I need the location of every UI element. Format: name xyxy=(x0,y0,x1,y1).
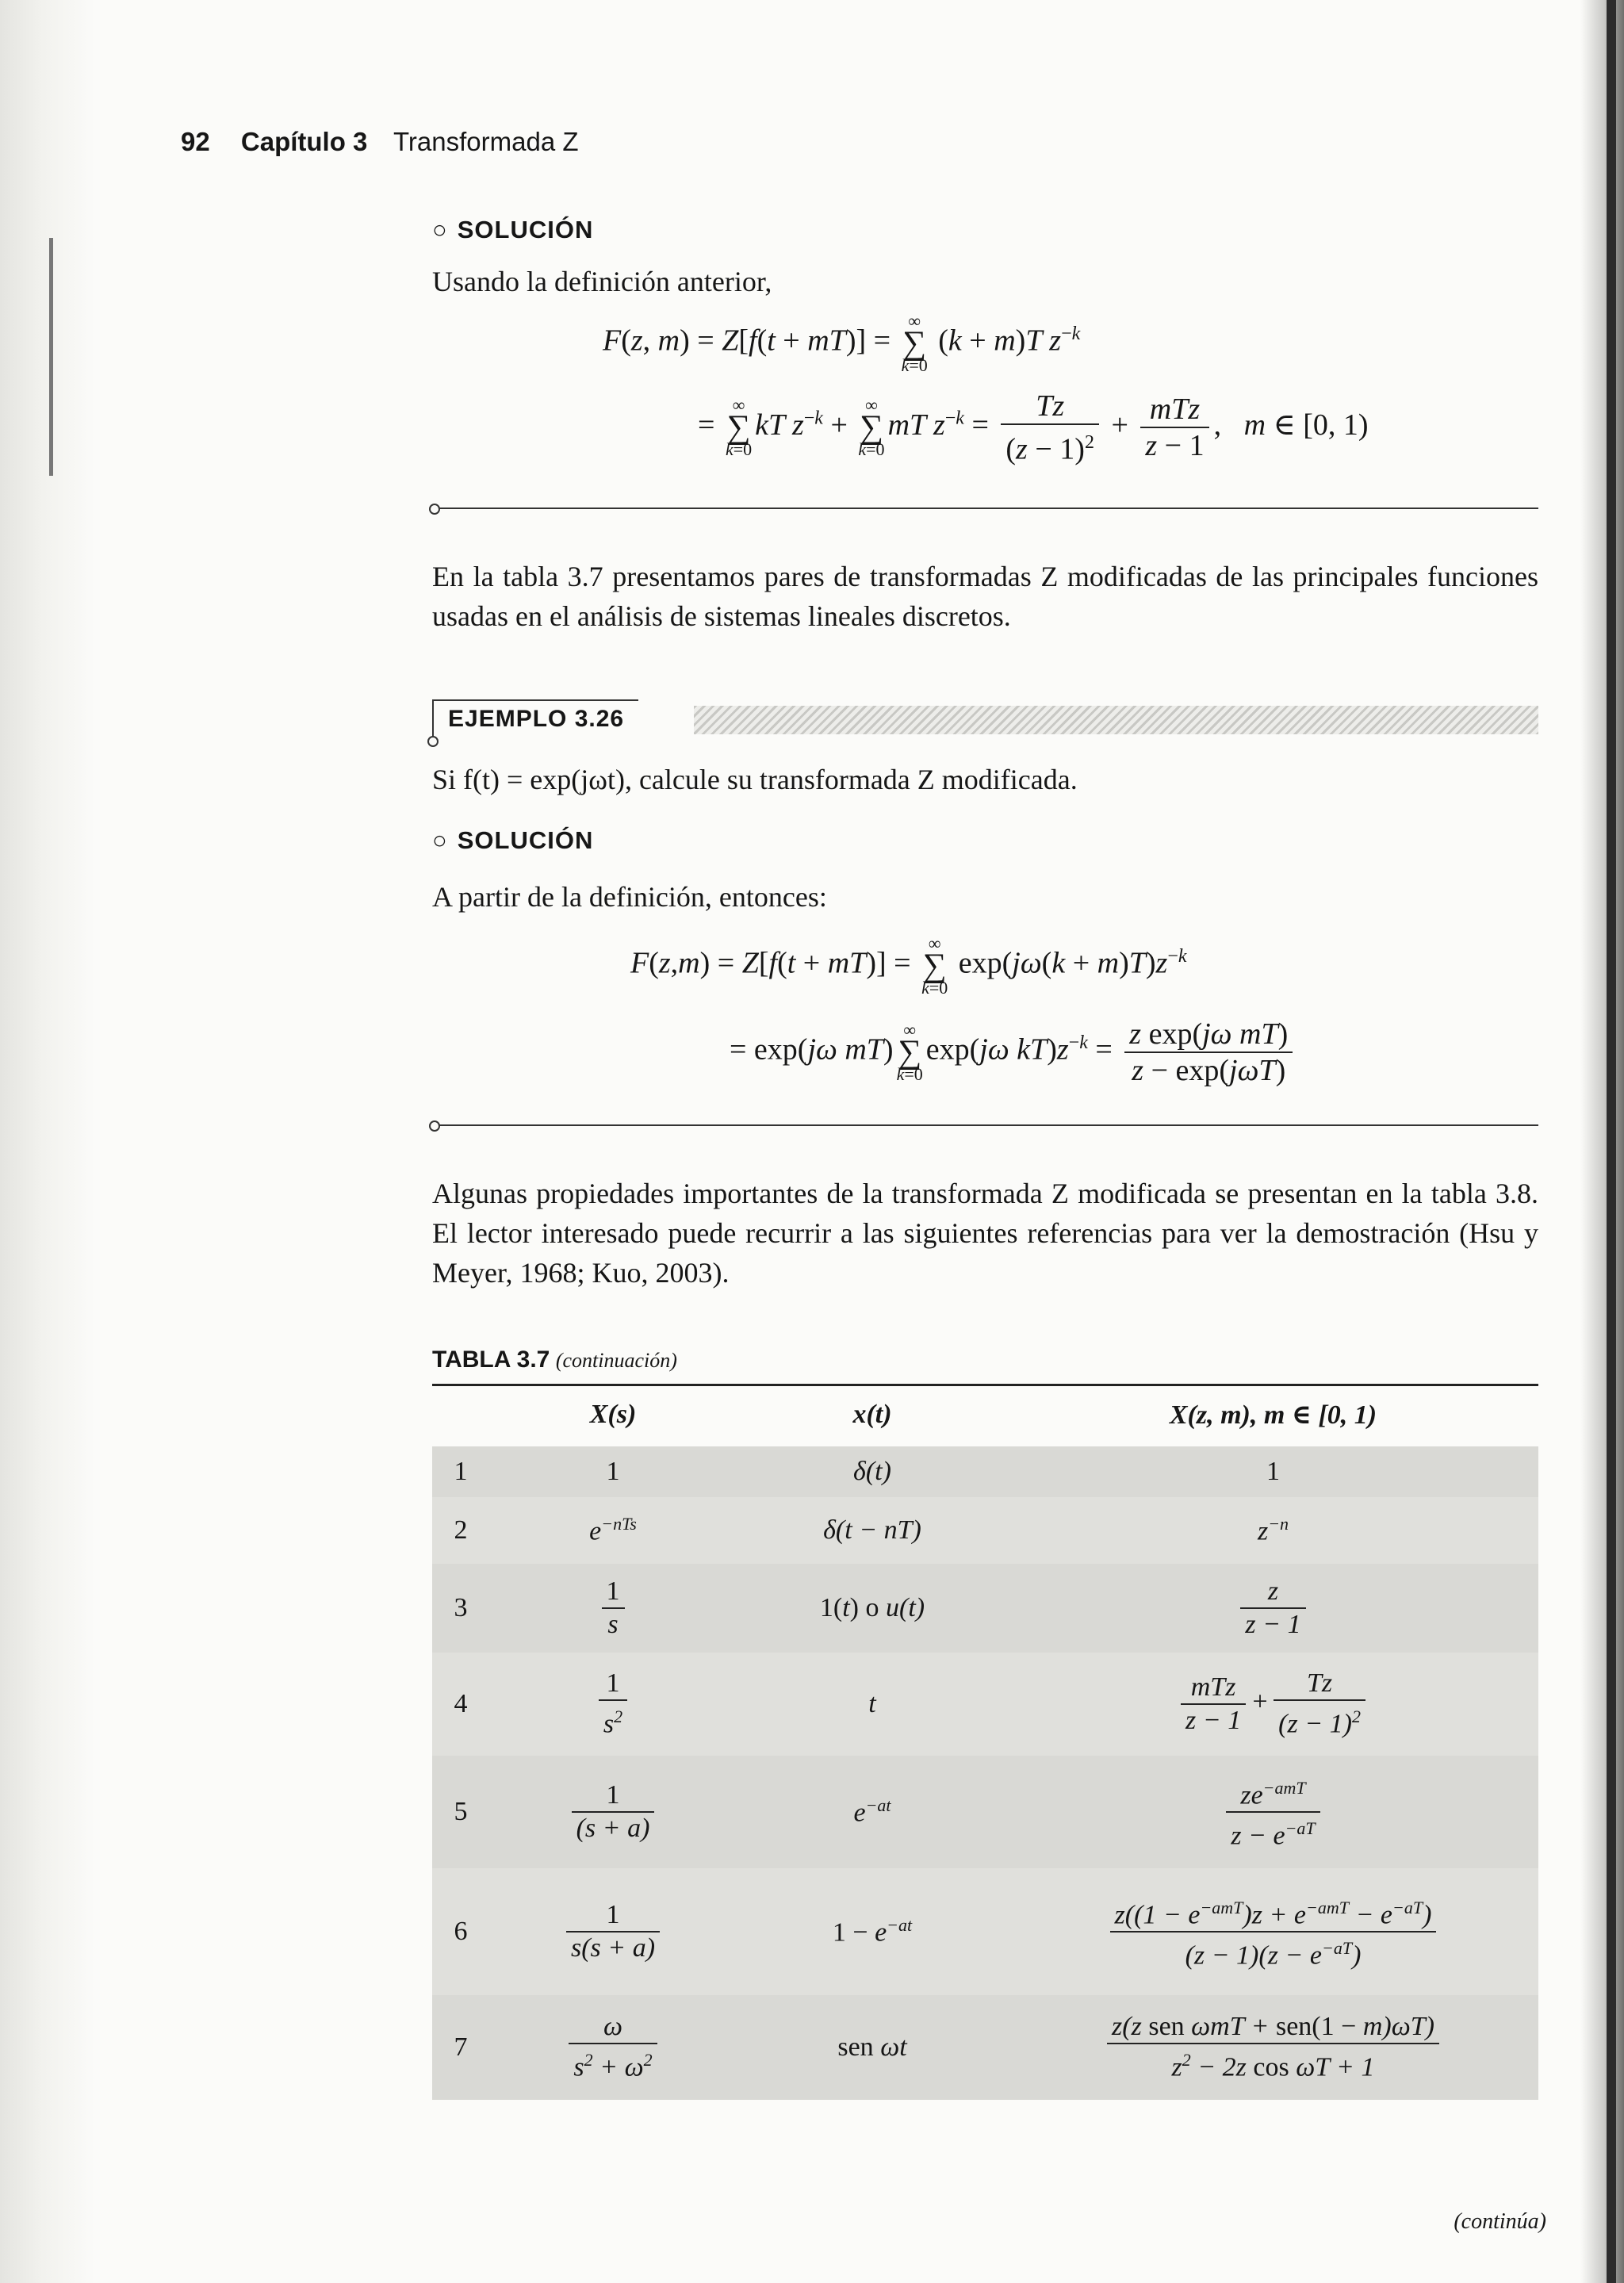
cell-xt: 1(t) o u(t) xyxy=(819,1593,925,1622)
cell-xs: 1 xyxy=(606,1457,620,1486)
solution-heading-text: SOLUCIÓN xyxy=(457,216,594,243)
example-header xyxy=(432,699,1538,741)
cell-xt: δ(t − nT) xyxy=(823,1515,921,1545)
cell-xzm: 1 xyxy=(1266,1457,1280,1486)
table-header-row xyxy=(432,1385,1538,1447)
row-number: 2 xyxy=(454,1515,468,1545)
paragraph-1: En la tabla 3.7 presentamos pares de transformadas Z modificadas de las principales funciones usadas en el análisis de sistemas lineales discretos. xyxy=(432,561,1538,632)
cell-xzm: $\frac{ze^{-amT}}{z - e^{-aT}}$ xyxy=(1008,1756,1538,1868)
table-row xyxy=(432,1868,1538,1995)
cell-xt: sen ωt xyxy=(837,2032,907,2062)
example-hatch-band xyxy=(694,706,1538,734)
cell-xzm: $\frac{z}{z - 1}$ xyxy=(1008,1564,1538,1653)
page-gutter xyxy=(0,0,95,2283)
cell-xs: $\frac{\omega}{s^2 + \omega^2}$ xyxy=(489,1995,737,2100)
cell-xs: $\frac{1}{s}$ xyxy=(489,1564,737,1653)
equation-1-line-2: = ∞ ∑ k=0 kT $z^{-k}$ + ∞ ∑ k=0 mT $z^{-k}$ = $\frac{Tz}{(z - 1)^2}$ + $\frac{\text{mTz}}{z - 1}$ , m ∈ [0, 1) xyxy=(698,389,1369,466)
col-header-xs: X(s) xyxy=(489,1385,737,1447)
cell-xt: δ(t) xyxy=(853,1457,891,1486)
cell-xzm: $\frac{\text{z(z sen ωmT + sen(1 − m)ωT)}}{z^2 - 2z \cos \omega T + 1}$ xyxy=(1008,1995,1538,2100)
cell-xs: $\frac{1}{s^2}$ xyxy=(489,1653,737,1756)
row-number: 1 xyxy=(454,1457,468,1486)
col-header-xt: x(t) xyxy=(737,1385,1008,1447)
continues-note: (continúa) xyxy=(1454,2209,1546,2234)
solution-heading-2 xyxy=(432,826,593,855)
row-number: 4 xyxy=(454,1689,468,1718)
running-head xyxy=(181,127,579,157)
bullet-circle-icon: ○ xyxy=(432,826,448,854)
bullet-circle-icon: ○ xyxy=(432,216,448,243)
equation-2-line-1: F(z,m) = Z[f(t + mT)] = ∞ ∑ k=0 $\exp(j\omega(k + m)T)z^{-k}$ xyxy=(630,933,1187,998)
table-row xyxy=(432,1995,1538,2100)
table-row xyxy=(432,1497,1538,1564)
cell-xzm: $\frac{\text{mTz}}{z - 1}$ + $\frac{Tz}{(z - 1)^2}$ xyxy=(1008,1653,1538,1756)
table-row xyxy=(432,1446,1538,1497)
cell-xs: $\frac{1}{s(s + a)}$ xyxy=(489,1868,737,1995)
table-caption-note: (continuación) xyxy=(555,1349,677,1372)
page-number: 92 xyxy=(181,127,210,156)
section-rule-2 xyxy=(432,1124,1538,1126)
cell-xs: $\frac{1}{(s + a)}$ xyxy=(489,1756,737,1868)
solution-heading-1 xyxy=(432,216,593,244)
chapter-label: Capítulo 3 xyxy=(240,127,368,156)
equation-2-line-2: = exp(jω mT) ∞ ∑ k=0 exp(jω $kT)z^{-k}$ = $\frac{\text{z exp(jω mT)}}{\text{z − exp(jωT)}}$ xyxy=(730,1017,1297,1088)
solution-heading-text: SOLUCIÓN xyxy=(457,826,594,854)
cell-xt: $1 - e^{-at}$ xyxy=(832,1915,913,1948)
example-label: EJEMPLO 3.26 xyxy=(432,699,638,737)
row-number: 3 xyxy=(454,1593,468,1622)
table-row xyxy=(432,1756,1538,1868)
paragraph-2: Algunas propiedades importantes de la transformada Z modificada se presentan en la tabla 3.8. El lector interesado puede recurrir a las siguientes referencias para ver la demostración (Hsu y Meyer, 1968; Kuo, 2003). xyxy=(432,1178,1538,1289)
cell-xt: $e^{-at}$ xyxy=(853,1795,891,1828)
row-number: 5 xyxy=(454,1797,468,1826)
chapter-title: Transformada Z xyxy=(393,127,579,156)
table-row xyxy=(432,1653,1538,1756)
page-edge-shadow xyxy=(1580,0,1624,2283)
col-header-number xyxy=(432,1385,489,1447)
transform-table xyxy=(432,1384,1538,2100)
example-marker xyxy=(427,736,439,747)
table-row xyxy=(432,1564,1538,1653)
solution-intro-1: Usando la definición anterior, xyxy=(432,266,772,297)
equation-1-line-1: F(z, m) = Z[f(t + mT)] = ∞ ∑ k=0 (k + m)T $z^{-k}$ xyxy=(603,311,1081,375)
table-caption xyxy=(432,1346,677,1373)
row-number: 7 xyxy=(454,2032,468,2062)
section-rule-1 xyxy=(432,508,1538,509)
solution-intro-2: A partir de la definición, entonces: xyxy=(432,881,827,913)
cell-xs: $e^{-nTs}$ xyxy=(589,1514,637,1546)
col-header-xzm: X(z, m), m ∈ [0, 1) xyxy=(1008,1385,1538,1447)
table-number: TABLA 3.7 xyxy=(432,1346,550,1373)
cell-xzm: $\frac{z((1 - e^{-amT})z + e^{-amT} - e^{-aT})}{(z - 1)(z - e^{-aT})}$ xyxy=(1008,1868,1538,1995)
cell-xzm: $z^{-n}$ xyxy=(1257,1514,1289,1546)
example-statement: Si f(t) = exp(jωt), calcule su transformada Z modificada. xyxy=(432,764,1078,795)
cell-xt: t xyxy=(868,1689,876,1718)
row-number: 6 xyxy=(454,1917,468,1946)
